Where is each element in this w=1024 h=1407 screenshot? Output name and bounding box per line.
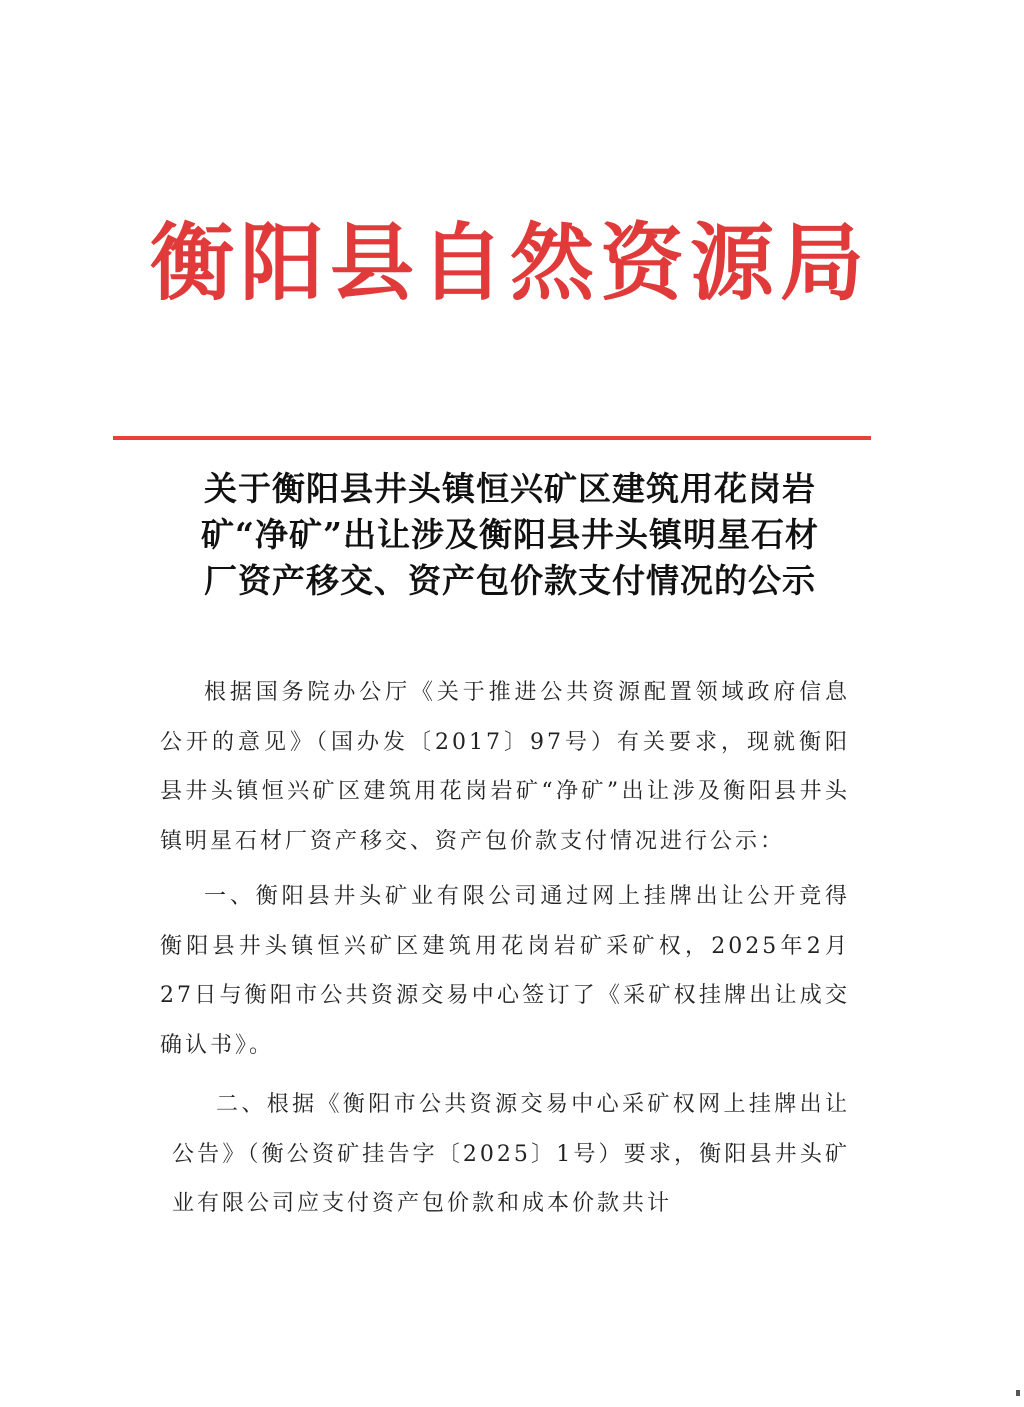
- notice-title: [150, 466, 870, 604]
- notice-body: [160, 668, 850, 1235]
- body-paragraph-item-2: 二、根据《衡阳市公共资源交易中心采矿权网上挂牌出让公告》（衡公资矿挂告字〔2025〕1号）要求，衡阳县井头矿业有限公司应支付资产包价款和成本价款共计: [172, 1092, 850, 1216]
- body-paragraph-intro: 根据国务院办公厅《关于推进公共资源配置领域政府信息公开的意见》（国办发〔2017〕97号）有关要求，现就衡阳县井头镇恒兴矿区建筑用花岗岩矿“净矿”出让涉及衡阳县井头镇明星石材厂资产移交、资产包价款支付情况进行公示：: [160, 680, 850, 854]
- notice-title-line: 关于衡阳县井头镇恒兴矿区建筑用花岗岩: [204, 469, 816, 508]
- scan-corner-mark: [1016, 1390, 1020, 1396]
- notice-title-line: 厂资产移交、资产包价款支付情况的公示: [204, 561, 816, 600]
- red-divider-rule: [113, 436, 871, 440]
- body-paragraph-item-1: 一、衡阳县井头矿业有限公司通过网上挂牌出让公开竞得衡阳县井头镇恒兴矿区建筑用花岗岩矿采矿权，2025年2月27日与衡阳市公共资源交易中心签订了《采矿权挂牌出让成交确认书》。: [160, 884, 850, 1058]
- notice-title-line: 矿“净矿”出让涉及衡阳县井头镇明星石材: [201, 515, 819, 554]
- org-header-title: 衡阳县自然资源局: [150, 213, 871, 312]
